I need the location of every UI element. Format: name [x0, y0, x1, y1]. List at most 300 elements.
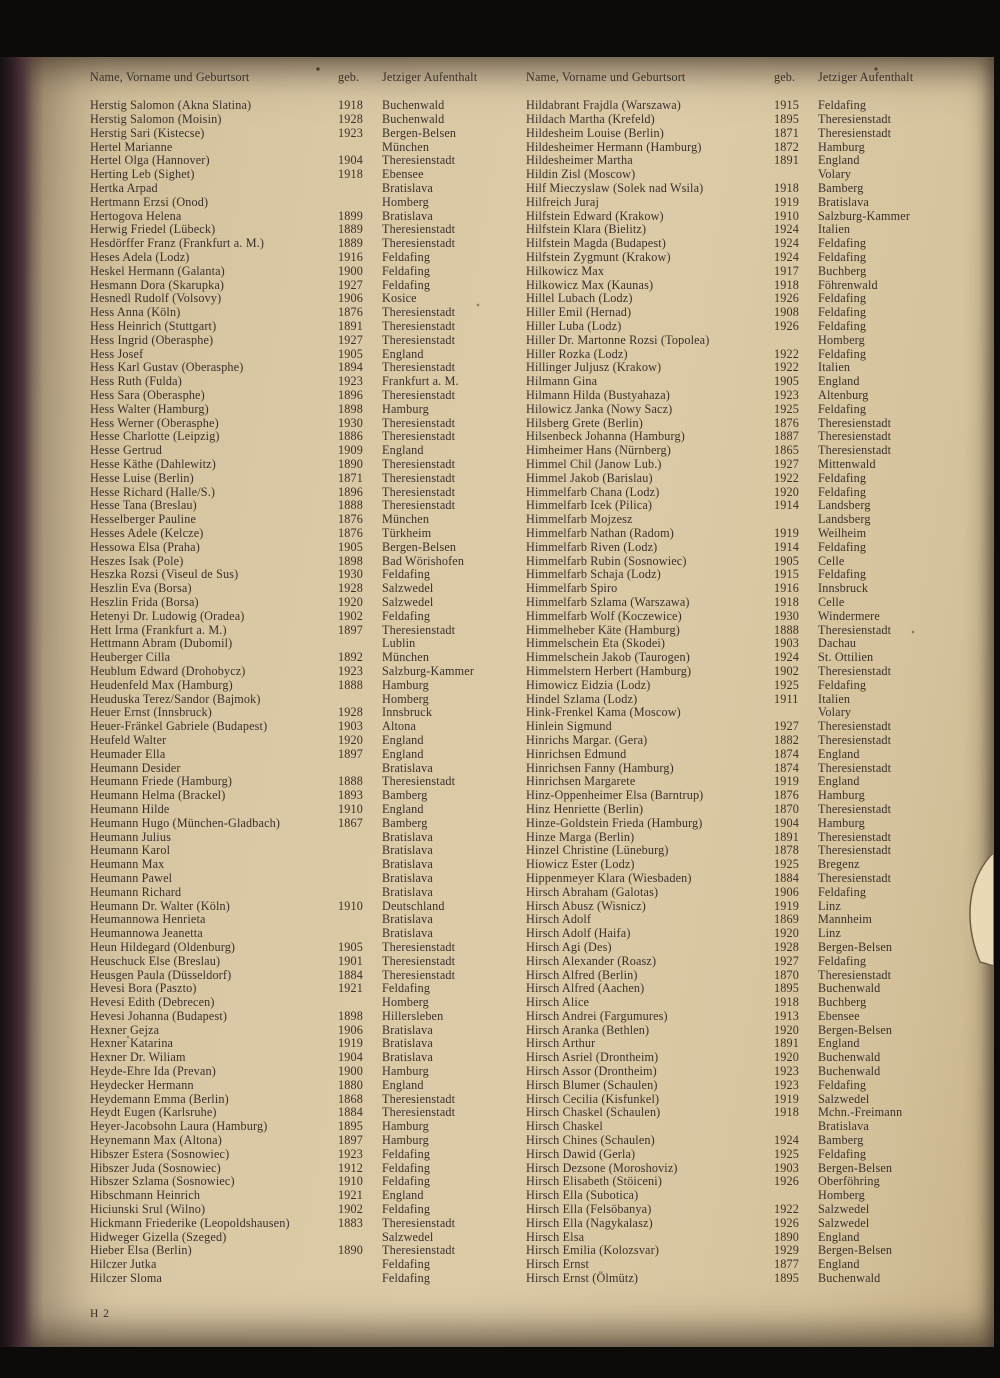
birth-year: 1891	[774, 829, 799, 844]
current-location: Mittenwald	[818, 457, 876, 472]
current-location: Bratislava	[382, 1036, 433, 1051]
registry-row	[526, 444, 954, 458]
current-location: Türkheim	[382, 526, 432, 540]
person-name: Himmelschein Eta (Skodei)	[526, 636, 666, 651]
current-location: Feldafing	[818, 291, 867, 306]
person-name: Himheimer Hans (Nürnberg)	[526, 443, 671, 458]
person-name: Herstig Sari (Kistecse)	[90, 125, 205, 140]
birth-year: 1922	[774, 360, 799, 375]
registry-row	[90, 817, 520, 831]
registry-row	[90, 982, 520, 996]
current-location: Theresienstadt	[382, 1243, 456, 1258]
current-location: Italien	[818, 360, 851, 375]
registry-row	[90, 292, 520, 306]
person-name: Hilfstein Magda (Budapest)	[526, 236, 666, 251]
person-name: Heszlin Frida (Borsa)	[90, 594, 199, 609]
birth-year: 1888	[338, 774, 363, 789]
registry-row	[90, 1162, 520, 1176]
registry-row	[90, 969, 520, 983]
registry-row	[526, 1258, 954, 1272]
current-location: Linz	[818, 926, 841, 941]
registry-row	[90, 99, 520, 113]
birth-year: 1905	[338, 939, 363, 954]
birth-year: 1891	[774, 1036, 799, 1051]
person-name: Hertmann Erzsi (Onod)	[90, 194, 209, 209]
birth-year: 1929	[774, 1243, 799, 1258]
registry-row	[90, 679, 520, 693]
birth-year: 1906	[338, 291, 363, 306]
person-name: Hess Ingrid (Oberasphe)	[90, 332, 214, 347]
person-name: Hilfstein Edward (Krakow)	[526, 208, 664, 223]
current-location: Theresienstadt	[382, 470, 456, 485]
register-column-right	[526, 71, 954, 1286]
person-name: Hilsenbeck Johanna (Hamburg)	[526, 429, 685, 444]
registry-row	[526, 237, 954, 251]
register-page	[8, 57, 994, 1347]
birth-year: 1891	[774, 153, 799, 168]
current-location: Theresienstadt	[382, 1091, 456, 1106]
person-name: Hilfstein Klara (Bielitz)	[526, 222, 647, 237]
person-name: Hertogova Helena	[90, 208, 182, 223]
registry-row	[90, 775, 520, 789]
birth-year: 1918	[774, 181, 799, 196]
person-name: Hilmann Hilda (Bustyahaza)	[526, 388, 671, 403]
current-location: Hamburg	[818, 139, 865, 154]
current-location: Bratislava	[382, 760, 433, 775]
birth-year: 1899	[338, 208, 363, 223]
birth-year: 1905	[338, 346, 363, 361]
current-location: Theresienstadt	[818, 843, 892, 858]
person-name: Heumann Max	[90, 857, 165, 872]
birth-year: 1925	[774, 1146, 799, 1161]
birth-year: 1895	[774, 981, 799, 996]
registry-row	[526, 430, 954, 444]
birth-year: 1902	[338, 1202, 363, 1217]
registry-row	[526, 223, 954, 237]
person-name: Himmelfarb Rubin (Sosnowiec)	[526, 553, 687, 568]
registry-row	[526, 1175, 954, 1189]
current-location: Theresienstadt	[818, 663, 892, 678]
birth-year: 1915	[774, 567, 799, 582]
entry-list	[90, 99, 520, 1286]
registry-row	[526, 486, 954, 500]
birth-year: 1911	[774, 691, 799, 706]
birth-year: 1897	[338, 746, 363, 761]
birth-year: 1926	[774, 1215, 799, 1230]
current-location: Theresienstadt	[818, 429, 892, 444]
birth-year: 1923	[338, 125, 363, 140]
registry-row	[90, 499, 520, 513]
current-location: Oberföhring	[818, 1174, 880, 1189]
birth-year: 1897	[338, 622, 363, 637]
current-location: England	[818, 1036, 860, 1051]
registry-row	[90, 706, 520, 720]
registry-row	[90, 375, 520, 389]
person-name: Hirsch Alfred (Aachen)	[526, 981, 645, 996]
person-name: Hertka Arpad	[90, 181, 158, 196]
person-name: Heumann Richard	[90, 884, 182, 899]
registry-row	[526, 872, 954, 886]
birth-year: 1928	[338, 581, 363, 596]
birth-year: 1896	[338, 388, 363, 403]
person-name: Hess Anna (Köln)	[90, 305, 181, 320]
current-location: Bratislava	[382, 1022, 433, 1037]
person-name: Heses Adela (Lodz)	[90, 250, 190, 265]
registry-row	[90, 237, 520, 251]
column-header	[90, 71, 520, 85]
current-location: England	[818, 1257, 860, 1272]
registry-row	[526, 168, 954, 182]
person-name: Hilfstein Zygmunt (Krakow)	[526, 250, 671, 265]
birth-year: 1924	[774, 250, 799, 265]
person-name: Himmelfarb Chana (Lodz)	[526, 484, 660, 499]
birth-year: 1895	[774, 112, 799, 127]
registry-row	[526, 637, 954, 651]
registry-row	[526, 982, 954, 996]
header-aufenthalt-label: Jetziger Aufenthalt	[382, 70, 478, 84]
person-name: Heszes Isak (Pole)	[90, 553, 184, 568]
header-name-label: Name, Vorname und Geburtsort	[526, 70, 686, 84]
person-name: Hinrichsen Margarete	[526, 774, 636, 789]
registry-row	[526, 775, 954, 789]
birth-year: 1918	[338, 98, 363, 113]
person-name: Hesse Richard (Halle/S.)	[90, 484, 216, 499]
person-name: Hesse Tana (Breslau)	[90, 498, 197, 513]
birth-year: 1906	[338, 1022, 363, 1037]
birth-year	[774, 513, 818, 527]
current-location: Theresienstadt	[382, 305, 456, 320]
birth-year: 1888	[338, 498, 363, 513]
registry-row	[526, 251, 954, 265]
current-location: Homberg	[818, 332, 865, 347]
registry-row	[526, 361, 954, 375]
registry-row	[526, 941, 954, 955]
registry-row	[526, 803, 954, 817]
birth-year: 1876	[338, 305, 363, 320]
birth-year: 1924	[774, 1133, 799, 1148]
current-location: Feldafing	[818, 319, 867, 334]
current-location: Buchenwald	[382, 112, 445, 127]
person-name: Hilczer Jutka	[90, 1257, 157, 1272]
current-location: Theresienstadt	[818, 732, 892, 747]
person-name: Hirsch Agi (Des)	[526, 939, 612, 954]
current-location: Frankfurt a. M.	[382, 374, 459, 389]
person-name: Himowicz Eidzia (Lodz)	[526, 677, 651, 692]
current-location: Salzburg-Kammer	[818, 208, 911, 223]
person-name: Hirsch Adolf	[526, 912, 592, 927]
registry-row	[526, 596, 954, 610]
registry-row	[90, 720, 520, 734]
current-location: Feldafing	[382, 1271, 431, 1286]
person-name: Heumann Pawel	[90, 870, 173, 885]
person-name: Hirsch Chaskel	[526, 1119, 603, 1134]
registry-row	[90, 334, 520, 348]
person-name: Hiller Dr. Martonne Rozsi (Topolea)	[526, 332, 710, 347]
birth-year	[774, 1189, 818, 1203]
current-location: Theresienstadt	[382, 360, 456, 375]
current-location: Theresienstadt	[818, 125, 892, 140]
registry-row	[90, 1272, 520, 1286]
registry-row	[526, 886, 954, 900]
current-location: Theresienstadt	[818, 829, 892, 844]
registry-row	[526, 996, 954, 1010]
current-location: Theresienstadt	[382, 939, 456, 954]
registry-row	[526, 334, 954, 348]
birth-year: 1928	[774, 939, 799, 954]
registry-row	[526, 1272, 954, 1286]
current-location: Feldafing	[818, 884, 867, 899]
person-name: Heyde-Ehre Ida (Prevan)	[90, 1064, 216, 1079]
current-location: Feldafing	[818, 539, 867, 554]
current-location: Feldafing	[818, 567, 867, 582]
current-location: Hamburg	[382, 401, 429, 416]
header-aufenthalt-label: Jetziger Aufenthalt	[818, 70, 914, 84]
registry-row	[90, 210, 520, 224]
registry-row	[90, 154, 520, 168]
current-location: Theresienstadt	[818, 967, 892, 982]
current-location: Bratislava	[382, 843, 433, 858]
registry-row	[90, 900, 520, 914]
birth-year: 1905	[338, 539, 363, 554]
birth-year: 1893	[338, 788, 363, 803]
current-location: Hamburg	[382, 1133, 429, 1148]
registry-row	[90, 610, 520, 624]
birth-year	[338, 886, 382, 900]
birth-year: 1874	[774, 760, 799, 775]
person-name: Hindel Szlama (Lodz)	[526, 691, 638, 706]
current-location: Feldafing	[382, 1146, 431, 1161]
birth-year: 1930	[338, 567, 363, 582]
registry-row	[526, 665, 954, 679]
current-location: Buchenwald	[818, 1271, 881, 1286]
registry-row	[90, 1244, 520, 1258]
registry-row	[90, 1120, 520, 1134]
registry-row	[90, 472, 520, 486]
birth-year: 1919	[774, 898, 799, 913]
registry-row	[526, 969, 954, 983]
registry-row	[526, 1065, 954, 1079]
birth-year: 1926	[774, 319, 799, 334]
person-name: Hesdörffer Franz (Frankfurt a. M.)	[90, 236, 265, 251]
current-location: Theresienstadt	[818, 443, 892, 458]
registry-row	[90, 555, 520, 569]
current-location: Theresienstadt	[382, 774, 456, 789]
person-name: Heudenfeld Max (Hamburg)	[90, 677, 233, 692]
person-name: Hinrichsen Edmund	[526, 746, 627, 761]
person-name: Himmelstern Herbert (Hamburg)	[526, 663, 692, 678]
registry-row	[526, 127, 954, 141]
person-name: Herting Leb (Sighet)	[90, 167, 195, 182]
registry-row	[526, 472, 954, 486]
current-location: Bergen-Belsen	[818, 1243, 893, 1258]
current-location: England	[818, 374, 860, 389]
person-name: Heydemann Emma (Berlin)	[90, 1091, 229, 1106]
birth-year: 1925	[774, 677, 799, 692]
current-location: Feldafing	[818, 305, 867, 320]
person-name: Heumannowa Henrieta	[90, 912, 206, 927]
birth-year: 1871	[774, 125, 799, 140]
registry-row	[90, 1024, 520, 1038]
current-location: Bamberg	[382, 788, 428, 803]
birth-year: 1923	[774, 1064, 799, 1079]
current-location: Theresienstadt	[382, 484, 456, 499]
person-name: Heumann Hugo (München-Gladbach)	[90, 815, 281, 830]
registry-row	[526, 375, 954, 389]
registry-row	[526, 1010, 954, 1024]
person-name: Hirsch Alfred (Berlin)	[526, 967, 638, 982]
person-name: Hesse Gertrud	[90, 443, 163, 458]
current-location: Altona	[382, 719, 417, 734]
registry-row	[526, 651, 954, 665]
birth-year: 1892	[338, 650, 363, 665]
birth-year: 1924	[774, 650, 799, 665]
birth-year: 1884	[338, 967, 363, 982]
registry-row	[526, 1244, 954, 1258]
birth-year: 1865	[774, 443, 799, 458]
person-name: Hesmann Dora (Skarupka)	[90, 277, 225, 292]
current-location: Ebensee	[382, 167, 424, 182]
birth-year: 1887	[774, 429, 799, 444]
birth-year: 1898	[338, 1008, 363, 1023]
person-name: Hildabrant Frajdla (Warszawa)	[526, 98, 681, 113]
current-location: Bratislava	[382, 884, 433, 899]
current-location: Hamburg	[818, 788, 865, 803]
birth-year: 1927	[338, 332, 363, 347]
person-name: Herstig Salomon (Akna Slatina)	[90, 98, 252, 113]
registry-row	[90, 803, 520, 817]
birth-year: 1927	[774, 457, 799, 472]
registry-row	[90, 693, 520, 707]
birth-year: 1870	[774, 967, 799, 982]
birth-year: 1908	[774, 305, 799, 320]
birth-year	[338, 141, 382, 155]
current-location: Feldafing	[818, 236, 867, 251]
person-name: Hertel Olga (Hannover)	[90, 153, 210, 168]
birth-year: 1889	[338, 236, 363, 251]
person-name: Himmelfarb Spiro	[526, 581, 618, 596]
birth-year	[338, 996, 382, 1010]
person-name: Hinlein Sigmund	[526, 719, 612, 734]
current-location: Feldafing	[818, 484, 867, 499]
registry-row	[90, 430, 520, 444]
birth-year: 1927	[774, 953, 799, 968]
person-name: Hevesi Johanna (Budapest)	[90, 1008, 228, 1023]
current-location: England	[382, 443, 424, 458]
person-name: Hetenyi Dr. Ludowig (Oradea)	[90, 608, 245, 623]
person-name: Hesse Charlotte (Leipzig)	[90, 429, 220, 444]
birth-year: 1905	[774, 553, 799, 568]
current-location: Theresienstadt	[382, 429, 456, 444]
person-name: Hirsch Ella (Subotica)	[526, 1188, 639, 1203]
current-location: Italien	[818, 222, 851, 237]
birth-year: 1923	[338, 374, 363, 389]
current-location: Weilheim	[818, 526, 867, 540]
registry-row	[90, 279, 520, 293]
current-location: Bratislava	[382, 870, 433, 885]
registry-row	[526, 154, 954, 168]
registry-row	[90, 734, 520, 748]
current-location: Theresienstadt	[382, 319, 456, 334]
birth-year	[338, 182, 382, 196]
current-location: Hamburg	[818, 815, 865, 830]
registry-row	[526, 458, 954, 472]
current-location: Salzwedel	[818, 1202, 870, 1217]
registry-row	[90, 1175, 520, 1189]
birth-year: 1930	[338, 415, 363, 430]
current-location: Theresienstadt	[382, 222, 456, 237]
birth-year	[338, 872, 382, 886]
birth-year: 1897	[338, 1133, 363, 1148]
registry-row	[526, 624, 954, 638]
current-location: Feldafing	[818, 677, 867, 692]
birth-year: 1884	[774, 870, 799, 885]
current-location: England	[382, 1077, 424, 1092]
current-location: Bergen-Belsen	[818, 939, 893, 954]
birth-year: 1923	[774, 1077, 799, 1092]
registry-row	[90, 1093, 520, 1107]
current-location: England	[818, 153, 860, 168]
birth-year: 1922	[774, 1202, 799, 1217]
header-geb-label: geb.	[338, 70, 360, 84]
person-name: Hirsch Assor (Drontheim)	[526, 1064, 657, 1079]
registry-row	[90, 196, 520, 210]
birth-year: 1924	[774, 236, 799, 251]
registry-row	[90, 113, 520, 127]
registry-row	[526, 720, 954, 734]
registry-row	[90, 872, 520, 886]
birth-year: 1867	[338, 815, 363, 830]
registry-row	[90, 927, 520, 941]
current-location: Homberg	[818, 1188, 865, 1203]
registry-row	[90, 955, 520, 969]
birth-year: 1877	[774, 1257, 799, 1272]
current-location: Feldafing	[382, 567, 431, 582]
current-location: Deutschland	[382, 898, 445, 913]
person-name: Heumann Karol	[90, 843, 171, 858]
column-header	[526, 71, 954, 85]
registry-row	[526, 265, 954, 279]
birth-year	[338, 844, 382, 858]
person-name: Hildach Martha (Krefeld)	[526, 112, 655, 127]
person-name: Heuschuck Else (Breslau)	[90, 953, 221, 968]
person-name: Hirsch Ella (Felsöbanya)	[526, 1202, 652, 1217]
registry-row	[526, 1134, 954, 1148]
registry-row	[90, 444, 520, 458]
registry-row	[526, 748, 954, 762]
registry-row	[526, 1217, 954, 1231]
current-location: Salzwedel	[382, 1229, 434, 1244]
person-name: Hilkowicz Max (Kaunas)	[526, 277, 654, 292]
current-location: Bratislava	[382, 1050, 433, 1065]
current-location: Feldafing	[382, 263, 431, 278]
birth-year: 1922	[774, 470, 799, 485]
person-name: Hiciunski Srul (Wilno)	[90, 1202, 206, 1217]
registry-row	[90, 1148, 520, 1162]
current-location: Theresienstadt	[818, 801, 892, 816]
current-location: Feldafing	[382, 1202, 431, 1217]
person-name: Hirsch Alexander (Roasz)	[526, 953, 657, 968]
person-name: Hirsch Ernst	[526, 1257, 590, 1272]
birth-year: 1924	[774, 222, 799, 237]
person-name: Hexner Gejza	[90, 1022, 160, 1037]
birth-year: 1921	[338, 981, 363, 996]
registry-row	[526, 1037, 954, 1051]
current-location: Dachau	[818, 636, 857, 651]
current-location: Volary	[818, 705, 852, 720]
registry-row	[90, 996, 520, 1010]
current-location: Hamburg	[382, 1119, 429, 1134]
person-name: Hildin Zisl (Moscow)	[526, 167, 636, 182]
